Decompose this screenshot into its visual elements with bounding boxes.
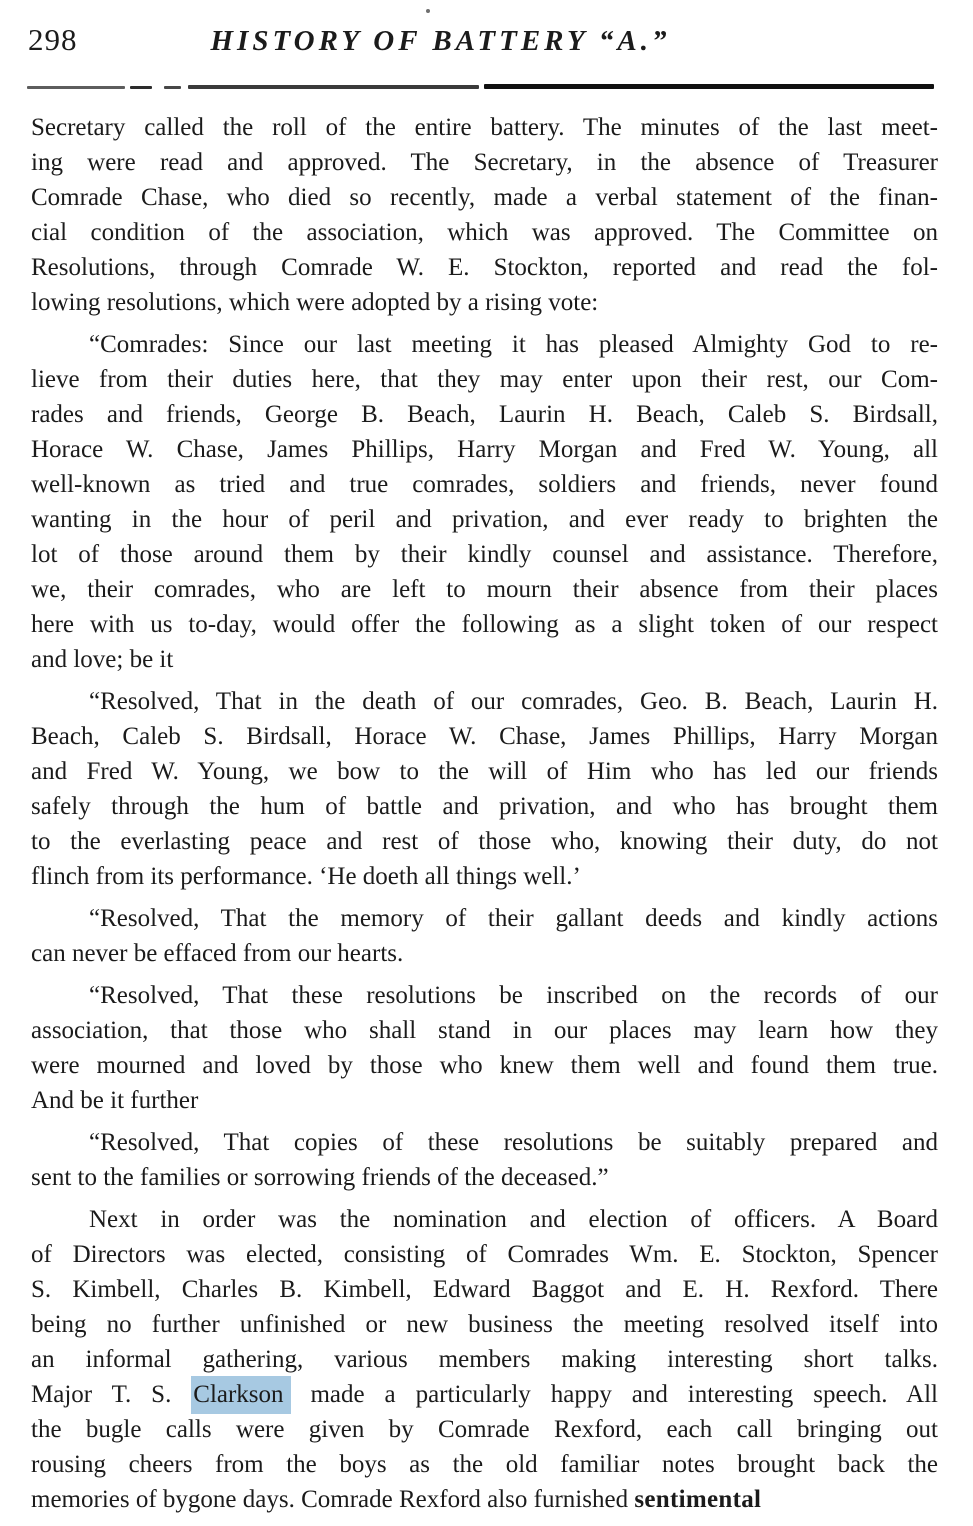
text-line: association, that those who shall stand in our places may learn how they (31, 1017, 938, 1044)
text-line: we, their comrades, who are left to mourn their absence from their places (31, 576, 938, 603)
text-line: ing were read and approved. The Secretary, in the absence of Treasurer (31, 149, 938, 176)
text-line: rousing cheers from the boys as the old familiar notes brought back the (31, 1451, 938, 1478)
text-line: lowing resolutions, which were adopted by a rising vote: (31, 289, 599, 316)
text-run-bold: sentimental (634, 1486, 762, 1513)
paragraph-4-resolved-memory (31, 901, 938, 971)
text-run: made a particularly happy and interesting speech. All (290, 1381, 939, 1408)
text-line: lieve from their duties here, that they may enter upon their rest, our Com- (31, 366, 938, 393)
text-line: lot of those around them by their kindly counsel and assistance. Therefore, (31, 541, 938, 568)
text-line: “Comrades: Since our last meeting it has pleased Almighty God to re- (89, 331, 938, 358)
text-line: And be it further (31, 1087, 199, 1114)
text-line: safely through the hum of battle and privation, and who has brought them (31, 793, 938, 820)
text-line: an informal gathering, various members making interesting short talks. (31, 1346, 938, 1373)
text-line: Horace W. Chase, James Phillips, Harry Morgan and Fred W. Young, all (31, 436, 938, 463)
text-line: cial condition of the association, which was approved. The Committee on (31, 219, 938, 246)
text-line: Next in order was the nomination and election of officers. A Board (89, 1206, 938, 1233)
text-line: S. Kimbell, Charles B. Kimbell, Edward Baggot and E. H. Rexford. There (31, 1276, 938, 1303)
paragraph-3-resolved-death (31, 684, 938, 894)
text-run: memories of bygone days. Comrade Rexford also furnished (31, 1486, 635, 1513)
text-line: to the everlasting peace and rest of those who, knowing their duty, do not (31, 828, 938, 855)
text-line: “Resolved, That copies of these resolutions be suitably prepared and (89, 1129, 938, 1156)
text-line: well-known as tried and true comrades, soldiers and friends, never found (31, 471, 938, 498)
text-line: flinch from its performance. ‘He doeth all things well.’ (31, 863, 581, 890)
paragraph-2-resolution-comrades (31, 327, 938, 677)
text-line: sent to the families or sorrowing friends of the deceased.” (31, 1164, 609, 1191)
text-line: Resolutions, through Comrade W. E. Stockton, reported and read the fol- (31, 254, 938, 281)
header-rule-segment-3 (164, 86, 181, 89)
header-rule-segment-5 (484, 84, 934, 89)
search-highlight-clarkson: Clarkson (191, 1376, 290, 1414)
text-line: wanting in the hour of peril and privation, and ever ready to brighten the (31, 506, 938, 533)
text-line: being no further unfinished or new business the meeting resolved itself into (31, 1311, 938, 1338)
text-line: “Resolved, That in the death of our comrades, Geo. B. Beach, Laurin H. (89, 688, 938, 715)
text-line: were mourned and loved by those who knew them well and found them true. (31, 1052, 938, 1079)
text-line: here with us to-day, would offer the following as a slight token of our respect (31, 611, 938, 638)
text-line: and Fred W. Young, we bow to the will of Him who has led our friends (31, 758, 938, 785)
paragraph-6-resolved-copies (31, 1125, 938, 1195)
page-body (31, 110, 938, 1524)
text-line: can never be effaced from our hearts. (31, 940, 404, 967)
header-rule-segment-1 (27, 86, 125, 89)
text-line: rades and friends, George B. Beach, Laurin H. Beach, Caleb S. Birdsall, (31, 401, 938, 428)
paragraph-1 (31, 110, 938, 320)
paragraph-5-resolved-inscribed (31, 978, 938, 1118)
scan-artifact-dot (426, 9, 430, 13)
text-line: Comrade Chase, who died so recently, made a verbal statement of the finan- (31, 184, 938, 211)
header-rule-segment-4 (188, 85, 479, 89)
page-number: 298 (28, 22, 78, 57)
text-line: the bugle calls were given by Comrade Rexford, each call bringing out (31, 1416, 938, 1443)
text-line: Secretary called the roll of the entire battery. The minutes of the last meet- (31, 114, 938, 141)
text-line: “Resolved, That these resolutions be inscribed on the records of our (89, 982, 938, 1009)
page-title: HISTORY OF BATTERY “A.” (210, 25, 671, 57)
text-line-with-highlight (31, 1377, 938, 1412)
text-line: Beach, Caleb S. Birdsall, Horace W. Chase, James Phillips, Harry Morgan (31, 723, 938, 750)
text-run: Major T. S. (31, 1381, 192, 1408)
text-line: “Resolved, That the memory of their gallant deeds and kindly actions (89, 905, 938, 932)
text-line (31, 1482, 938, 1517)
text-line: of Directors was elected, consisting of Comrades Wm. E. Stockton, Spencer (31, 1241, 938, 1268)
text-line: and love; be it (31, 646, 174, 673)
header-rule-segment-2 (130, 86, 152, 89)
paragraph-7-election (31, 1202, 938, 1517)
